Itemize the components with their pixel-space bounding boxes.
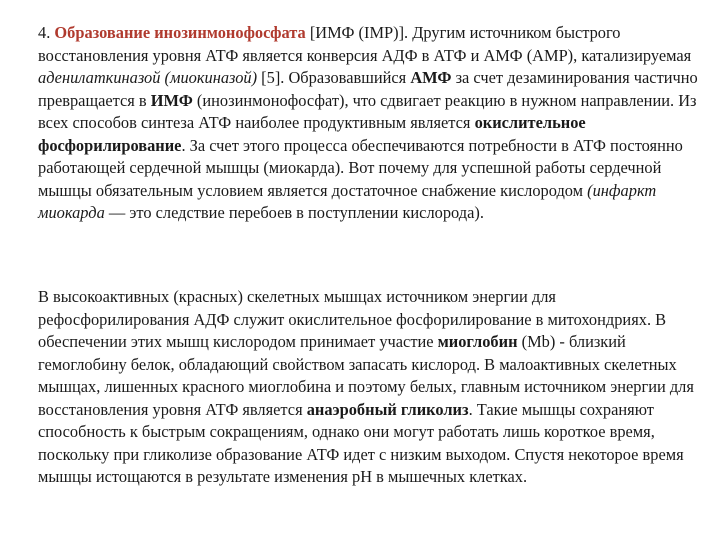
bold-term-myoglobin: миоглобин [437,332,518,351]
section-heading: Образование инозинмонофосфата [54,23,306,42]
text-run: за счет дезаминирования частично превращается в [38,68,698,110]
text-run: [ИМФ (IMP)]. Другим источником быстрого восстановления уровня АТФ является конверсия АДФ в АТФ и АМФ (AMP), катализируемая [38,23,692,65]
section-number: 4. [38,23,55,42]
bold-term-anaerobic-glycolysis: анаэробный гликолиз [306,399,469,419]
text-run: . Такие мышцы сохраняют способность к быстрым сокращениям, однако они могут работать лишь короткое время, поскольку при гликолизе образование АТФ идет с низким выходом. Спустя некоторое время мышцы истощаются в результате изменения pH в мышечных клетках. [38,399,684,486]
bold-term-imp: ИМФ [150,90,193,110]
bold-term-oxidative-phosphorylation: окислительное фосфорилирование [38,113,586,155]
italic-term-myocardial-infarction: (инфаркт миокарда [38,180,657,222]
text-run: — это следствие перебоев в поступлении кислорода). [104,203,484,222]
italic-term-adenylate-kinase: аденилаткиназой (миокиназой) [38,68,258,87]
text-run: [5]. Образовавшийся [257,68,411,87]
text-run: (инозинмонофосфат), что сдвигает реакцию в нужном направлении. Из всех способов синтеза АТФ наиболее продуктивным является [38,90,697,132]
text-run: . За счет этого процесса обеспечиваются потребности в АТФ постоянно работающей сердечной мышцы (миокарда). Вот почему для успешной работы сердечной мышцы обязательным условием является достаточное снабжение кислородом [38,135,683,200]
paragraph-imp-formation [38,22,698,225]
bold-term-amp: АМФ [410,68,452,87]
text-run: В высокоактивных (красных) скелетных мышцах источником энергии для рефосфорилирования АДФ служит окислительное фосфорилирование в митохондриях. В обеспечении этих мышц кислородом принимает участие [38,287,667,351]
paragraph-skeletal-muscle [38,286,698,489]
text-run: (Mb) - близкий гемоглобину белок, обладающий свойством запасать кислород. В малоактивных скелетных мышцах, лишенных красного миоглобина и поэтому белых, главным источником энергии для восстановления уровня АТФ является [38,332,694,419]
